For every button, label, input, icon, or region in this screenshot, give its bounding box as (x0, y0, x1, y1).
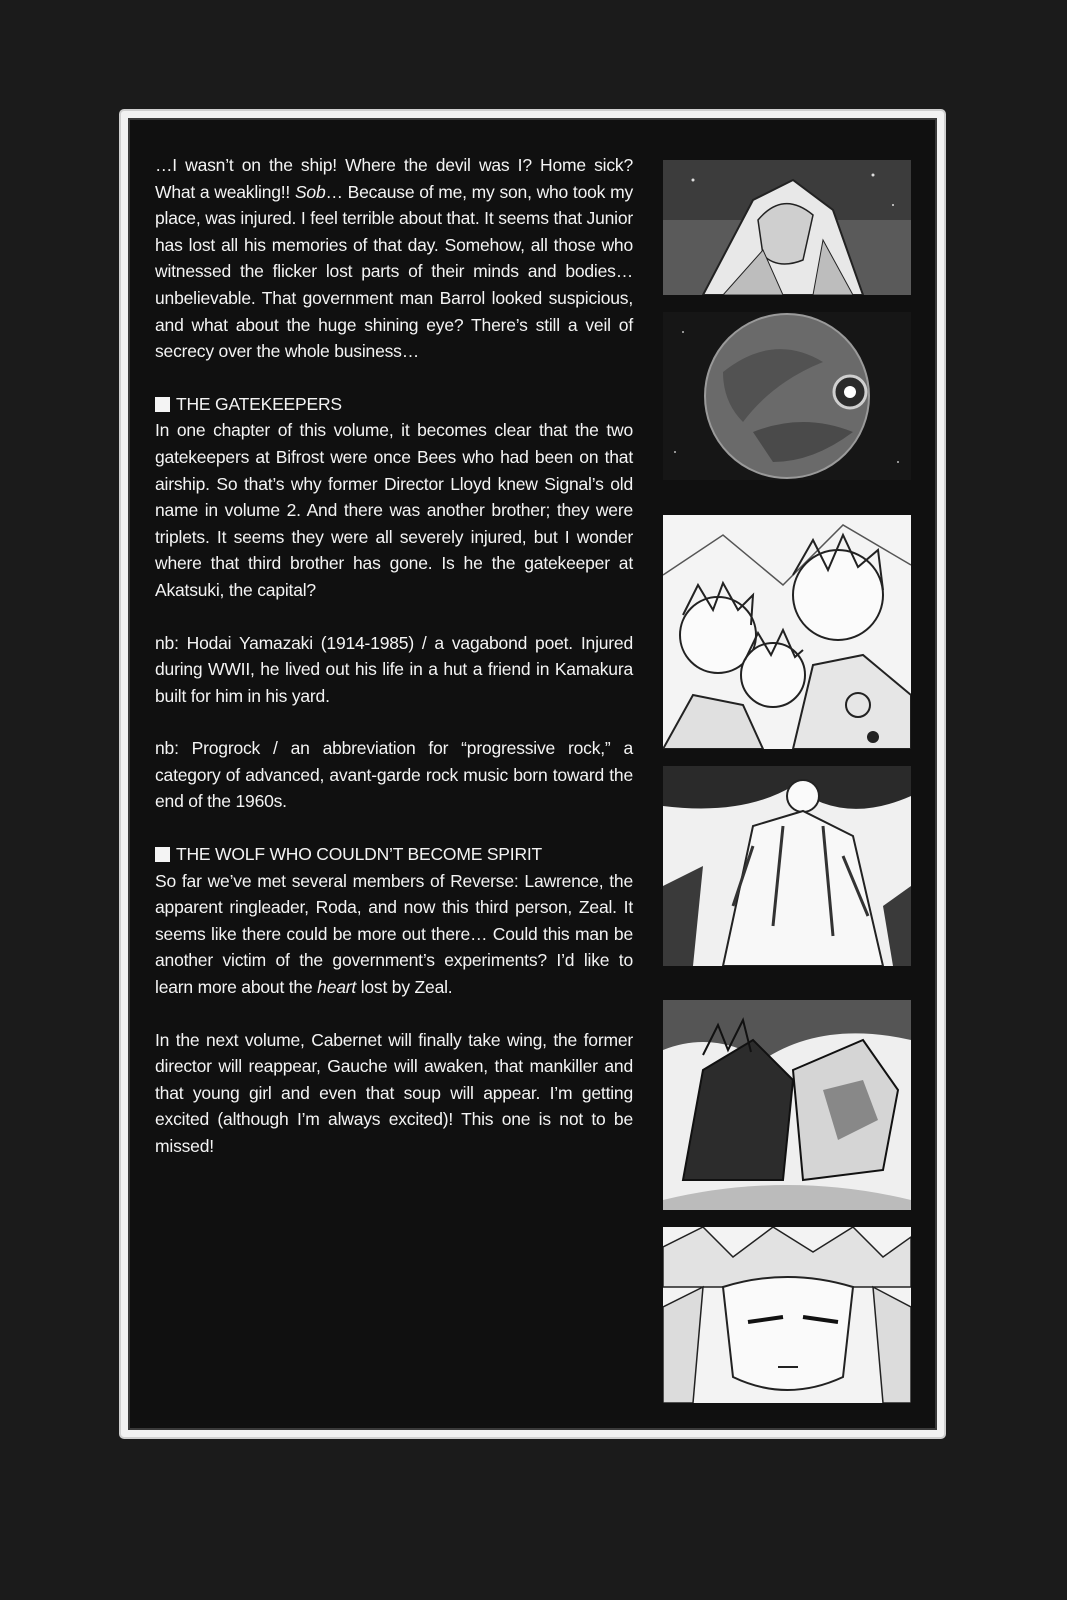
next-volume-paragraph: In the next volume, Cabernet will finally take wing, the former director will reappear, Gauche will awaken, that mankiller and that young girl and even that soup will appear. I’m getting excited (although I’m always excited)! This one is not to be missed! (155, 1029, 633, 1156)
heading-gatekeepers: THE GATEKEEPERS (155, 391, 633, 418)
panel-beast-illustration (663, 1000, 911, 1210)
note-progrock: nb: Progrock / an abbreviation for “progressive rock,” a category of advanced, avant-garde rock music born toward the end of the 1960s. (155, 738, 633, 812)
panel-shining-eye-illustration (663, 312, 911, 480)
panel-old-man-illustration (663, 160, 911, 295)
panel-zeal-face-illustration (663, 1227, 911, 1403)
intro-paragraph: …I wasn’t on the ship! Where the devil was I? Home sick? What a weakling!! Sob… Because of me, my son, who took my place, was injured. I feel terrible about that. It seems that Junior has lost all his memories of that day. Somehow, all those who witnessed the flicker lost parts of their minds and bodies…unbelievable. That government man Barrol looked suspicious, and what about the huge shining eye? There’s still a veil of secrecy over the whole business… (155, 155, 633, 362)
bullet-square-icon (155, 847, 170, 862)
commentary-text-column (155, 152, 633, 1160)
panel-triplets-illustration (663, 515, 911, 749)
wolf-paragraph: So far we’ve met several members of Reverse: Lawrence, the apparent ringleader, Roda, and now this third person, Zeal. It seems like there could be more out there… Could this man be another victim of the government’s experiments? I’d like to learn more about the heart lost by Zeal. (155, 870, 633, 998)
heading-wolf: THE WOLF WHO COULDN’T BECOME SPIRIT (155, 841, 633, 868)
gatekeepers-paragraph: In one chapter of this volume, it becomes clear that the two gatekeepers at Bifrost were once Bees who had been on that airship. So that’s why former Director Lloyd knew Signal’s old name in volume 2. And there was another brother; they were triplets. It seems they were all severely injured, but I wonder where that third brother has gone. Is he the gatekeeper at Akatsuki, the capital? (155, 420, 633, 600)
bullet-square-icon (155, 397, 170, 412)
note-hodai: nb: Hodai Yamazaki (1914-1985) / a vagabond poet. Injured during WWII, he lived out his life in a hut a friend in Kamakura built for him in his yard. (155, 632, 633, 706)
panel-robed-man-illustration (663, 766, 911, 966)
